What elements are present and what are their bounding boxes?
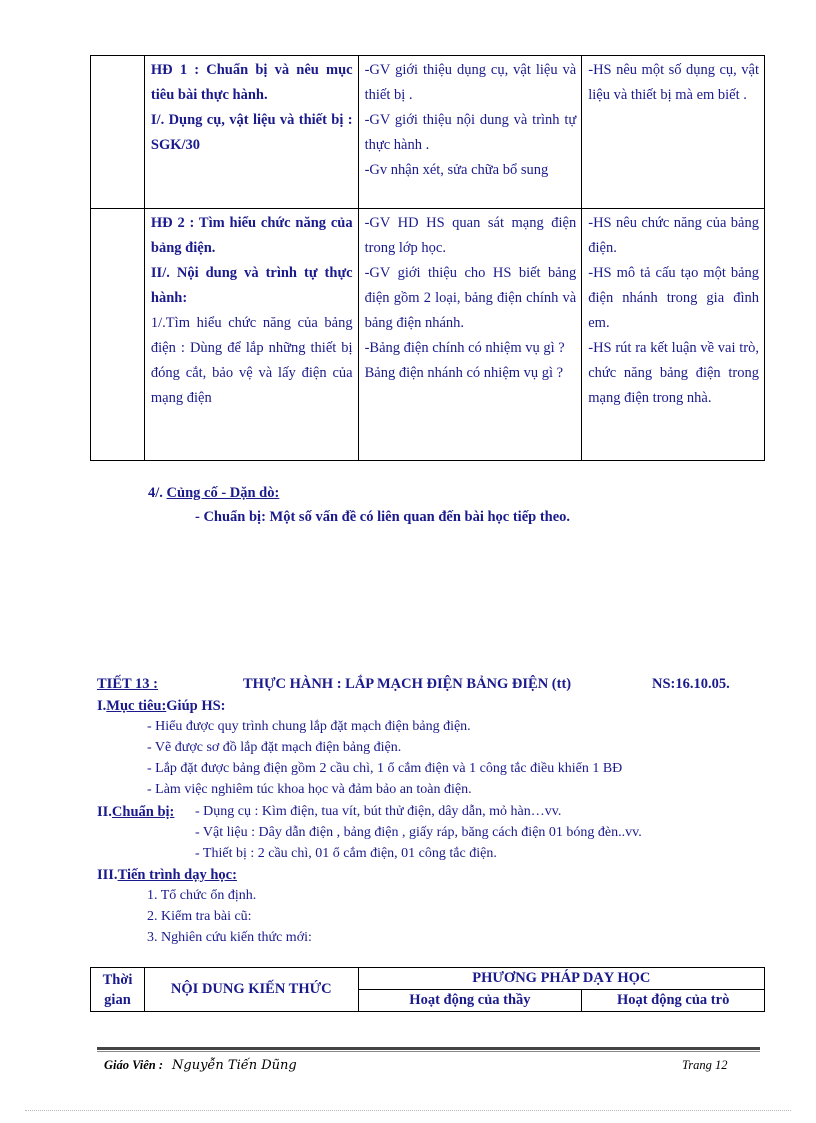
activity-heading: HĐ 1 : Chuẩn bị và nêu mục tiêu bài thực hành. bbox=[150, 62, 353, 103]
col-content-header: NỘI DUNG KIẾN THỨC bbox=[144, 968, 358, 1012]
section-title: Củng cố - Dặn dò: bbox=[166, 485, 280, 501]
section-heading: I/. Dụng cụ, vật liệu và thiết bị : SGK/30 bbox=[150, 112, 353, 153]
student-line: -HS nêu một số dụng cụ, vật liệu và thiết bị mà em biết . bbox=[588, 62, 759, 103]
preparation-number: II. bbox=[97, 804, 112, 820]
activity-heading: HĐ 2 : Tìm hiểu chức năng của bảng điện. bbox=[150, 215, 353, 256]
procedure-item: 2. Kiểm tra bài cũ: bbox=[147, 909, 252, 924]
bottom-border bbox=[25, 1110, 791, 1111]
procedure-item: 3. Nghiên cứu kiến thức mới: bbox=[147, 930, 312, 945]
objective-item: - Vẽ được sơ đồ lắp đặt mạch điện bảng điện. bbox=[147, 740, 402, 755]
preparation-title: Chuẩn bị: bbox=[111, 804, 175, 820]
lesson-ns: NS:16.10.05. bbox=[652, 676, 730, 692]
section-number: 4/. bbox=[148, 485, 163, 501]
time-cell bbox=[91, 56, 145, 209]
student-line: -HS nêu chức năng của bảng điện. bbox=[588, 215, 759, 256]
objectives-heading bbox=[97, 698, 226, 715]
teacher-cell bbox=[358, 209, 582, 461]
student-line: -HS mô tả cấu tạo một bảng điện nhánh trong gia đình em. bbox=[588, 265, 759, 331]
student-line: -HS rút ra kết luận về vai trò, chức năng bảng điện trong mạng điện trong nhà. bbox=[588, 340, 759, 406]
teacher-line: -GV giới thiệu dụng cụ, vật liệu và thiết bị . bbox=[364, 62, 577, 103]
objective-item: - Lắp đặt được bảng điện gồm 2 cầu chì, 1 ổ cắm điện và 1 công tắc điều khiển 1 BĐ bbox=[147, 761, 623, 776]
col-time-header: Thời gian bbox=[91, 968, 145, 1012]
objective-item: - Làm việc nghiêm túc khoa học và đảm bảo an toàn điện. bbox=[147, 782, 472, 797]
section-4-line: - Chuẩn bị: Một số vấn đề có liên quan đến bài học tiếp theo. bbox=[195, 509, 571, 525]
teacher-line: -GV HD HS quan sát mạng điện trong lớp học. bbox=[364, 215, 577, 256]
preparation-item: - Vật liệu : Dây dẫn điện , bảng điện , giấy ráp, băng cách điện 01 bóng đèn..vv. bbox=[195, 825, 642, 840]
footer-page-number: Trang 12 bbox=[682, 1058, 728, 1072]
objectives-title: Mục tiêu: bbox=[106, 698, 167, 714]
procedure-title: Tiến trình dạy học: bbox=[117, 867, 237, 883]
activity-table bbox=[90, 55, 765, 461]
lesson-plan-table-header bbox=[90, 967, 765, 1012]
lesson-number bbox=[97, 676, 158, 693]
procedure-number: III. bbox=[97, 867, 118, 883]
procedure-item: 1. Tổ chức ổn định. bbox=[147, 888, 257, 903]
teacher-cell bbox=[358, 56, 582, 209]
table-row bbox=[91, 968, 765, 990]
footer-rule-thin bbox=[97, 1051, 760, 1052]
col-method-header: PHƯƠNG PHÁP DẠY HỌC bbox=[358, 968, 764, 990]
objectives-after: Giúp HS: bbox=[166, 698, 226, 714]
time-cell bbox=[91, 209, 145, 461]
section-4-heading bbox=[148, 485, 279, 502]
footer-teacher-label: Giáo Viên : bbox=[104, 1058, 164, 1072]
teacher-line: -GV giới thiệu cho HS biết bảng điện gồm 2 loại, bảng điện chính và bảng điện nhánh. bbox=[364, 265, 577, 331]
footer-rule bbox=[97, 1047, 760, 1050]
col-student-header: Hoạt động của trò bbox=[582, 990, 765, 1012]
footer-signature: Nguyễn Tiến Dũng bbox=[172, 1058, 297, 1073]
procedure-heading bbox=[97, 867, 237, 884]
lesson-number-text: TIẾT 13 : bbox=[97, 676, 158, 692]
table-row bbox=[91, 56, 765, 209]
section-heading: II/. Nội dung và trình tự thực hành: bbox=[150, 265, 353, 306]
content-cell bbox=[144, 56, 358, 209]
objectives-number: I. bbox=[97, 698, 107, 714]
student-cell bbox=[582, 209, 765, 461]
teacher-line: Bảng điện nhánh có nhiệm vụ gì ? bbox=[364, 365, 564, 381]
student-cell bbox=[582, 56, 765, 209]
teacher-line: -Gv nhận xét, sửa chữa bổ sung bbox=[364, 162, 549, 178]
col-teacher-header: Hoạt động của thầy bbox=[358, 990, 582, 1012]
preparation-heading bbox=[97, 804, 174, 821]
preparation-item: - Dụng cụ : Kìm điện, tua vít, bút thử điện, dây dẫn, mỏ hàn…vv. bbox=[195, 804, 562, 819]
content-text: 1/.Tìm hiểu chức năng của bảng điện : Dùng để lắp những thiết bị đóng cắt, bảo vệ và lấy điện của mạng điện bbox=[150, 315, 353, 406]
content-cell bbox=[144, 209, 358, 461]
objective-item: - Hiểu được quy trình chung lắp đặt mạch điện bảng điện. bbox=[147, 719, 471, 734]
preparation-item: - Thiết bị : 2 cầu chì, 01 ổ cắm điện, 01 công tắc điện. bbox=[195, 846, 497, 861]
lesson-title: THỰC HÀNH : LẮP MẠCH ĐIỆN BẢNG ĐIỆN (tt) bbox=[243, 676, 572, 692]
teacher-line: -Bảng điện chính có nhiệm vụ gì ? bbox=[364, 340, 565, 356]
table-row bbox=[91, 209, 765, 461]
teacher-line: -GV giới thiệu nội dung và trình tự thực hành . bbox=[364, 112, 577, 153]
